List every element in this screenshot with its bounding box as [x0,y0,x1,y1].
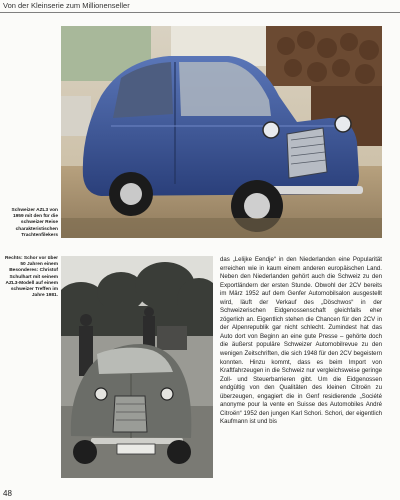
article-body-text: das „Lelijke Eendje“ in den Niederlanden eine Popularität erreichen wie in kaum einem anderen europäischen Land. Neben den Niederlanden gehört auch die Schweiz zu den Exportländern der ersten Stunde. Obwohl der 2CV bereits im März 1952 auf dem Genfer Automobilsalon ausgestellt wird, läuft der Verkauf des „Döschwos“ in der Schweizerischen Eidgenossenschaft gleichfalls eher zögerlich an. Eigentlich stehen die Chancen für den 2CV in der Alpenrepublik gar nicht schlecht. Zumindest hat das Auto dort von Beginn an eine gute Presse – gehörte doch die äußerst populäre Schweizer Automobilrevue zu den wenigen Zeitschriften, die sich 1948 für den 2CV begeistern konnten. Hinzu kommt, dass es beim Import von Kraftfahrzeugen in die Schweiz nur vergleichsweise geringe Zoll- und Steuerbarrieren gibt. Um die Eidgenossen endgültig von den Qualitäten des kleinen Citroën zu überzeugen, engagiert die in Genf residierende „Société anonyme pour la vente en Suisse des Automobiles André Citroën“ 1952 den jungen Karl Schori. Schori, der eigentlich Kaufmann ist und bis [220,256,382,426]
photo-blue-2cv [61,26,382,238]
photo-blue-2cv-illustration [61,26,382,238]
running-header [0,0,400,13]
page-number: 48 [3,489,12,498]
photo-caption-bottom: Rechts: Schor vor über 50 Jahren einem Besonderes: Christof Schulhart mit seinem AZL3-Modell auf einem schweizer Treffen im Jahre 1981. [4,256,58,299]
photo-grey-2cv-illustration [61,256,213,478]
header-rule [0,12,400,13]
photo-caption-top: Schweizer AZL3 von 1959 mit den für die schweizer Reise charakteristischen Trachtenfilekers [11,208,58,238]
running-header-title: Von der Kleinserie zum Millionenseller [3,1,130,10]
photo-grey-2cv [61,256,213,478]
